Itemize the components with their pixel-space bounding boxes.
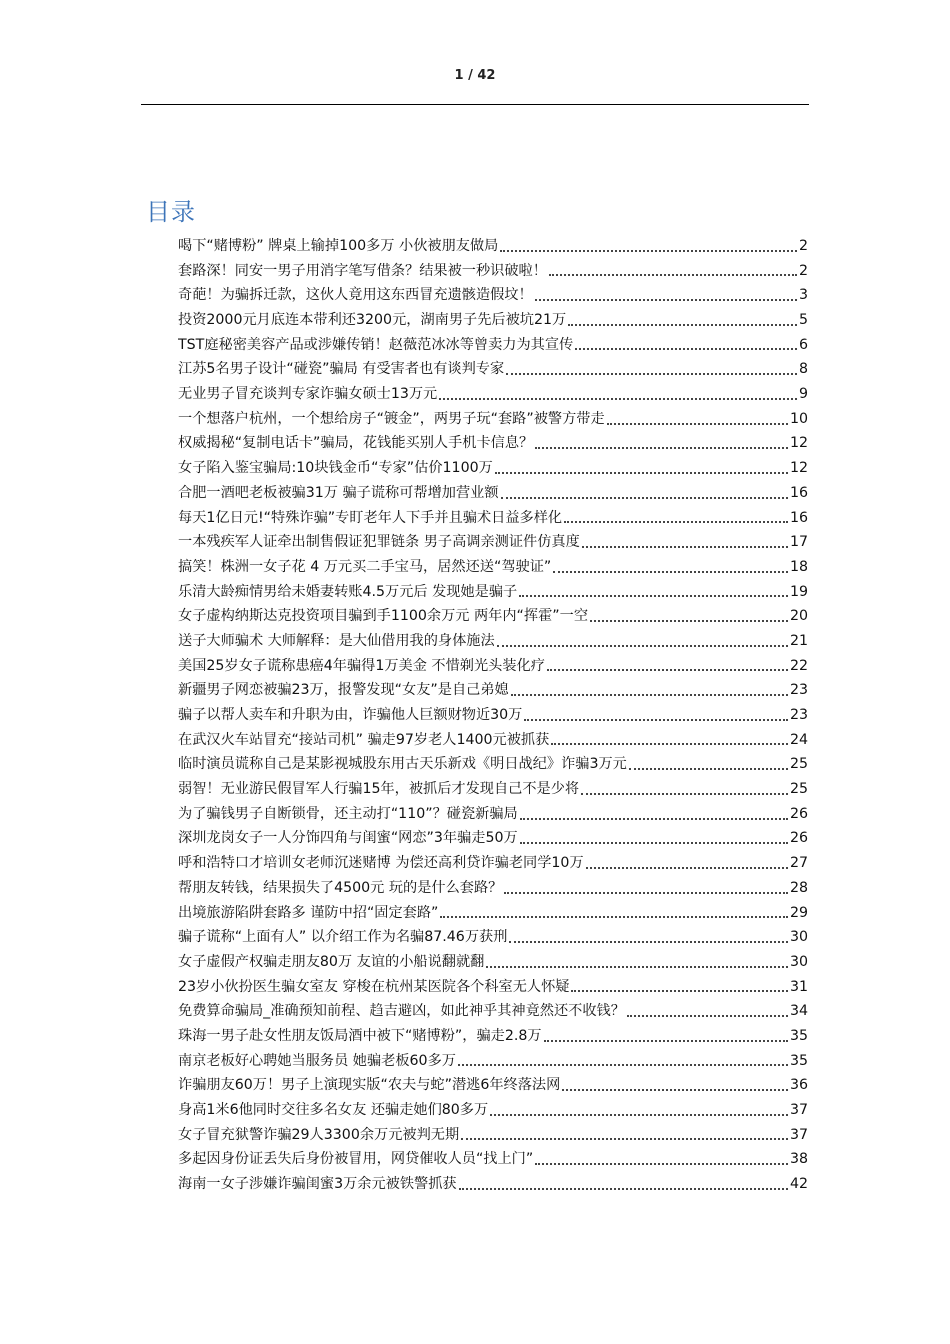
- toc-entry-title[interactable]: 喝下“赌博粉” 牌桌上输掉100多万 小伙被朋友做局: [178, 237, 499, 254]
- toc-entry-title[interactable]: 一个想落户杭州，一个想给房子“镀金”，两男子玩“套路”被警方带走: [178, 410, 605, 427]
- page-number: 1 / 42: [454, 68, 496, 83]
- toc-entry-page-number[interactable]: 20: [789, 608, 808, 625]
- toc-entry-title[interactable]: 呼和浩特口才培训女老师沉迷赌博 为偿还高利贷诈骗老同学10万: [178, 855, 584, 872]
- toc-entry[interactable]: [178, 629, 808, 654]
- toc-entry-page-number[interactable]: 26: [789, 830, 808, 847]
- toc-entry[interactable]: [178, 703, 808, 728]
- toc-entry[interactable]: [178, 802, 808, 827]
- dot-leader: [520, 818, 788, 820]
- toc-entry[interactable]: [178, 259, 808, 284]
- dot-leader: [497, 645, 788, 647]
- toc-entry[interactable]: [178, 876, 808, 901]
- toc-entry-page-number[interactable]: 42: [789, 1176, 808, 1193]
- toc-entry[interactable]: [178, 1049, 808, 1074]
- toc-entry-page-number[interactable]: 5: [798, 312, 808, 329]
- toc-entry-page-number[interactable]: 6: [798, 336, 808, 353]
- toc-entry[interactable]: [178, 506, 808, 531]
- toc-entry-title[interactable]: 女子虚假产权骗走朋友80万 友谊的小船说翻就翻: [178, 953, 485, 970]
- toc-entry-title[interactable]: 深圳龙岗女子一人分饰四角与闺蜜“网恋”3年骗走50万: [178, 830, 518, 847]
- toc-entry[interactable]: [178, 1123, 808, 1148]
- toc-entry[interactable]: [178, 234, 808, 259]
- toc-entry-title[interactable]: 女子陷入鉴宝骗局:10块钱金币“专家”估价1100万: [178, 460, 493, 477]
- toc-entry-title[interactable]: 南京老板好心聘她当服务员 她骗老板60多万: [178, 1052, 456, 1069]
- dot-leader: [504, 892, 788, 894]
- toc-entry[interactable]: [178, 481, 808, 506]
- toc-entry-title[interactable]: 新疆男子网恋被骗23万，报警发现“女友”是自己弟媳: [178, 682, 509, 699]
- dot-leader: [562, 1089, 788, 1091]
- toc-entry-page-number[interactable]: 2: [798, 262, 808, 279]
- toc-entry-page-number[interactable]: 31: [789, 978, 808, 995]
- dot-leader: [535, 447, 788, 449]
- toc-entry-page-number[interactable]: 23: [789, 707, 808, 724]
- dot-leader: [607, 423, 788, 425]
- toc-entry-page-number[interactable]: 24: [789, 731, 808, 748]
- toc-entry-title[interactable]: 无业男子冒充谈判专家诈骗女硕士13万元: [178, 386, 438, 403]
- dot-leader: [582, 546, 788, 548]
- toc-entry-title[interactable]: 搞笑！株洲一女子花 4 万元买二手宝马，居然还送“驾驶证”: [178, 558, 552, 575]
- toc-entry[interactable]: [178, 851, 808, 876]
- toc-entry-title[interactable]: 送子大师骗术 大师解释：是大仙借用我的身体施法: [178, 632, 495, 649]
- toc-entry-page-number[interactable]: 12: [789, 460, 808, 477]
- toc-entry-title[interactable]: 弱智！无业游民假冒军人行骗15年，被抓后才发现自己不是少将: [178, 781, 580, 798]
- toc-entry-page-number[interactable]: 26: [789, 805, 808, 822]
- toc-entry[interactable]: [178, 333, 808, 358]
- toc-entry-page-number[interactable]: 21: [789, 632, 808, 649]
- toc-entry-page-number[interactable]: 30: [789, 953, 808, 970]
- toc-entry[interactable]: [178, 901, 808, 926]
- dot-leader: [544, 1040, 788, 1042]
- toc-entry-title[interactable]: 在武汉火车站冒充“接站司机” 骗走97岁老人1400元被抓获: [178, 731, 550, 748]
- toc-entry-title[interactable]: 每天1亿日元!“特殊诈骗”专盯老年人下手并且骗术日益多样化: [178, 509, 563, 526]
- header-divider: [141, 104, 809, 105]
- toc-entry[interactable]: [178, 752, 808, 777]
- toc-entry-title[interactable]: 23岁小伙扮医生骗女室友 穿梭在杭州某医院各个科室无人怀疑: [178, 978, 570, 995]
- toc-entry-page-number[interactable]: 2: [798, 237, 808, 254]
- toc-entry-page-number[interactable]: 17: [789, 534, 808, 551]
- dot-leader: [458, 1064, 788, 1066]
- toc-entry-title[interactable]: 出境旅游陷阱套路多 谨防中招“固定套路”: [178, 904, 439, 921]
- dot-leader: [509, 941, 788, 943]
- toc-entry-title[interactable]: 套路深！同安一男子用消字笔写借条？结果被一秒识破啦！: [178, 262, 547, 279]
- toc-entry-page-number[interactable]: 10: [789, 410, 808, 427]
- toc-entry[interactable]: [178, 456, 808, 481]
- dot-leader: [459, 1188, 788, 1190]
- toc-entry-page-number[interactable]: 12: [789, 435, 808, 452]
- toc-entry-title[interactable]: 合肥一酒吧老板被骗31万 骗子谎称可帮增加营业额: [178, 484, 499, 501]
- dot-leader: [549, 274, 797, 276]
- toc-entry-title[interactable]: 免费算命骗局_准确预知前程、趋吉避凶，如此神乎其神竟然还不收钱？: [178, 1003, 625, 1020]
- toc-entry-title[interactable]: 女子虚构纳斯达克投资项目骗到手1100余万元 两年内“挥霍”一空: [178, 608, 589, 625]
- toc-entry-title[interactable]: 美国25岁女子谎称患癌4年骗得1万美金 不惜剃光头装化疗: [178, 657, 545, 674]
- dot-leader: [581, 793, 788, 795]
- toc-entry[interactable]: [178, 975, 808, 1000]
- dot-leader: [500, 250, 797, 252]
- dot-leader: [575, 348, 797, 350]
- toc-entry-title[interactable]: TST庭秘密美容产品或涉嫌传销！赵薇范冰冰等曾卖力为其宣传: [178, 336, 574, 353]
- dot-leader: [564, 521, 788, 523]
- dot-leader: [535, 1163, 788, 1165]
- toc-entry[interactable]: [178, 283, 808, 308]
- dot-leader: [501, 497, 788, 499]
- toc-entry-title[interactable]: 帮朋友转钱，结果损失了4500元 玩的是什么套路？: [178, 879, 503, 896]
- toc-entry[interactable]: [178, 999, 808, 1024]
- toc-entry-page-number[interactable]: 37: [789, 1126, 808, 1143]
- dot-leader: [627, 1015, 788, 1017]
- toc-entry-title[interactable]: 临时演员谎称自己是某影视城股东用古天乐新戏《明日战纪》诈骗3万元: [178, 756, 627, 773]
- toc-entry-page-number[interactable]: 36: [789, 1077, 808, 1094]
- toc-entry[interactable]: [178, 654, 808, 679]
- toc-entry-page-number[interactable]: 29: [789, 904, 808, 921]
- toc-entry-title[interactable]: 权威揭秘“复制电话卡”骗局，花钱能买别人手机卡信息？: [178, 435, 534, 452]
- toc-entry-page-number[interactable]: 16: [789, 484, 808, 501]
- dot-leader: [629, 768, 788, 770]
- toc-entry[interactable]: [178, 925, 808, 950]
- toc-entry-page-number[interactable]: 22: [789, 657, 808, 674]
- toc-entry[interactable]: [178, 308, 808, 333]
- toc-entry[interactable]: [178, 1147, 808, 1172]
- toc-entry-title[interactable]: 乐清大龄痴情男给未婚妻转账4.5万元后 发现她是骗子: [178, 583, 518, 600]
- toc-entry[interactable]: [178, 678, 808, 703]
- dot-leader: [520, 842, 788, 844]
- toc-entry-page-number[interactable]: 25: [789, 781, 808, 798]
- toc-entry-page-number[interactable]: 34: [789, 1003, 808, 1020]
- dot-leader: [495, 472, 788, 474]
- toc-entry-page-number[interactable]: 25: [789, 756, 808, 773]
- dot-leader: [490, 1114, 788, 1116]
- toc-entry[interactable]: [178, 432, 808, 457]
- toc-entry-title[interactable]: 骗子谎称“上面有人” 以介绍工作为名骗87.46万获刑: [178, 929, 508, 946]
- dot-leader: [506, 373, 797, 375]
- toc-entry-title[interactable]: 骗子以帮人卖车和升职为由，诈骗他人巨额财物近30万: [178, 707, 523, 724]
- toc-entry[interactable]: [178, 580, 808, 605]
- toc-entry-page-number[interactable]: 8: [798, 361, 808, 378]
- toc-entry[interactable]: [178, 1098, 808, 1123]
- toc-entry[interactable]: [178, 530, 808, 555]
- toc-entry[interactable]: [178, 1172, 808, 1197]
- toc-entry-title[interactable]: 投资2000元月底连本带利还3200元，湖南男子先后被坑21万: [178, 312, 567, 329]
- dot-leader: [553, 571, 788, 573]
- dot-leader: [571, 990, 787, 992]
- toc-entry-page-number[interactable]: 35: [789, 1052, 808, 1069]
- toc-entry-page-number[interactable]: 19: [789, 583, 808, 600]
- table-of-contents: [178, 234, 808, 1197]
- toc-entry-page-number[interactable]: 18: [789, 558, 808, 575]
- dot-leader: [568, 324, 797, 326]
- toc-entry[interactable]: [178, 555, 808, 580]
- toc-entry-title[interactable]: 女子冒充狱警诈骗29人3300余万元被判无期: [178, 1126, 460, 1143]
- toc-entry-title[interactable]: 江苏5名男子设计“碰瓷”骗局 有受害者也有谈判专家: [178, 361, 505, 378]
- dot-leader: [535, 299, 797, 301]
- toc-entry-title[interactable]: 一本残疾军人证牵出制售假证犯罪链条 男子高调亲测证件仿真度: [178, 534, 580, 551]
- dot-leader: [511, 694, 788, 696]
- dot-leader: [519, 595, 788, 597]
- toc-entry-page-number[interactable]: 30: [789, 929, 808, 946]
- toc-entry-page-number[interactable]: 23: [789, 682, 808, 699]
- dot-leader: [551, 743, 788, 745]
- toc-entry[interactable]: [178, 1073, 808, 1098]
- dot-leader: [586, 867, 788, 869]
- toc-entry-page-number[interactable]: 27: [789, 855, 808, 872]
- dot-leader: [486, 966, 788, 968]
- dot-leader: [439, 398, 797, 400]
- dot-leader: [524, 719, 788, 721]
- toc-entry[interactable]: [178, 604, 808, 629]
- toc-entry[interactable]: [178, 357, 808, 382]
- toc-entry[interactable]: [178, 1024, 808, 1049]
- dot-leader: [590, 620, 788, 622]
- toc-entry-title[interactable]: 珠海一男子赴女性朋友饭局酒中被下“赌博粉”，骗走2.8万: [178, 1027, 542, 1044]
- toc-entry-title[interactable]: 诈骗朋友60万！男子上演现实版“农夫与蛇”潜逃6年终落法网: [178, 1077, 561, 1094]
- toc-entry-page-number[interactable]: 35: [789, 1027, 808, 1044]
- toc-entry[interactable]: [178, 407, 808, 432]
- toc-entry-title[interactable]: 奇葩！为骗拆迁款，这伙人竟用这东西冒充遗骸造假坟！: [178, 287, 533, 304]
- dot-leader: [461, 1138, 788, 1140]
- toc-entry-page-number[interactable]: 9: [798, 386, 808, 403]
- toc-entry-page-number[interactable]: 16: [789, 509, 808, 526]
- toc-entry[interactable]: [178, 777, 808, 802]
- toc-entry-page-number[interactable]: 37: [789, 1102, 808, 1119]
- toc-heading: 目录: [146, 198, 196, 226]
- dot-leader: [547, 669, 788, 671]
- toc-entry-page-number[interactable]: 3: [798, 287, 808, 304]
- dot-leader: [440, 916, 788, 918]
- toc-entry[interactable]: [178, 950, 808, 975]
- toc-entry-title[interactable]: 身高1米6他同时交往多名女友 还骗走她们80多万: [178, 1102, 489, 1119]
- toc-entry[interactable]: [178, 827, 808, 852]
- toc-entry-title[interactable]: 多起因身份证丢失后身份被冒用，网贷催收人员“找上门”: [178, 1151, 534, 1168]
- toc-entry-page-number[interactable]: 28: [789, 879, 808, 896]
- toc-entry[interactable]: [178, 382, 808, 407]
- toc-entry-page-number[interactable]: 38: [789, 1151, 808, 1168]
- toc-entry-title[interactable]: 为了骗钱男子自断锁骨，还主动打“110”？碰瓷新骗局: [178, 805, 518, 822]
- toc-entry-title[interactable]: 海南一女子涉嫌诈骗闺蜜3万余元被铁警抓获: [178, 1176, 457, 1193]
- toc-entry[interactable]: [178, 728, 808, 753]
